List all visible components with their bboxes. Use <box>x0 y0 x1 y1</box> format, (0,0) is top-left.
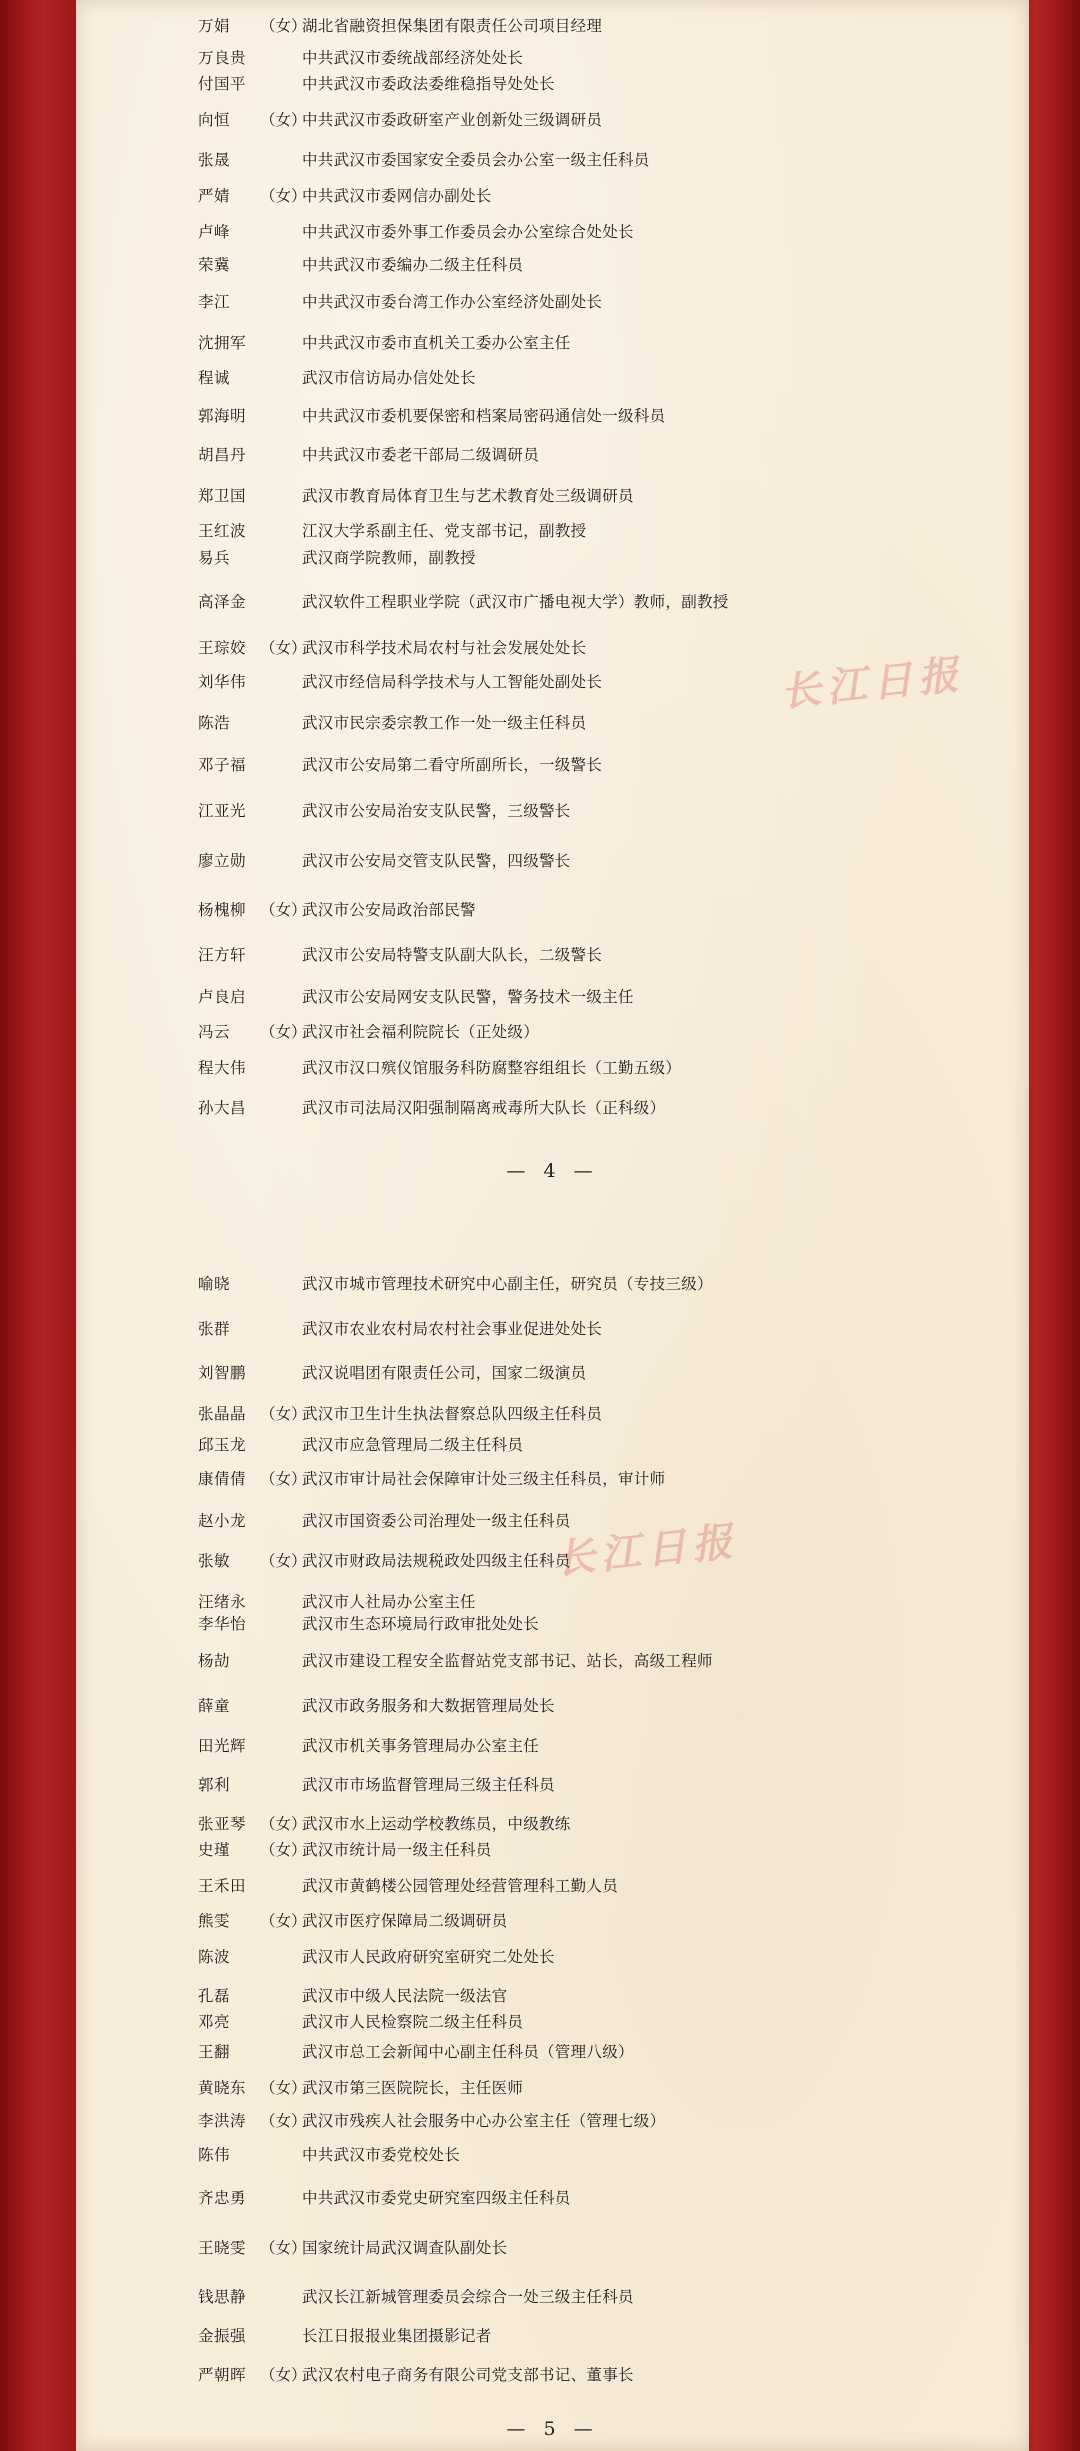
list-item <box>76 1399 1029 1429</box>
job-title: 中共武汉市委网信办副处长 <box>302 187 492 205</box>
person-name: 郭利 <box>198 1776 231 1794</box>
job-title: 湖北省融资担保集团有限责任公司项目经理 <box>302 17 603 35</box>
person-name: 康倩倩 <box>198 1470 247 1488</box>
list-item <box>76 1691 1029 1721</box>
job-title: 武汉市社会福利院院长（正处级） <box>302 1023 540 1041</box>
gender-note: （女） <box>260 187 307 205</box>
list-item <box>76 543 1029 573</box>
list-item <box>76 750 1029 780</box>
list-item <box>76 440 1029 470</box>
job-title: 武汉说唱团有限责任公司，国家二级演员 <box>302 1364 587 1382</box>
list-item <box>76 1017 1029 1047</box>
job-title: 武汉市财政局法规税政处四级主任科员 <box>302 1552 571 1570</box>
person-name: 孙大昌 <box>198 1099 247 1117</box>
person-name: 万娟 <box>198 17 231 35</box>
newspaper-watermark: 长江日报 <box>778 650 967 717</box>
job-title: 武汉市司法局汉阳强制隔离戒毒所大队长（正科级） <box>302 1099 666 1117</box>
job-title: 中共武汉市委党史研究室四级主任科员 <box>302 2189 571 2207</box>
job-title: 武汉市民宗委宗教工作一处一级主任科员 <box>302 714 587 732</box>
list-item <box>76 1609 1029 1639</box>
gender-note: （女） <box>260 111 307 129</box>
list-item <box>76 1871 1029 1901</box>
list-item <box>76 1942 1029 1972</box>
person-name: 黄晓东 <box>198 2079 247 2097</box>
gender-note: （女） <box>260 1405 307 1423</box>
job-title: 中共武汉市委党校处长 <box>302 2146 461 2164</box>
document-paper <box>76 0 1029 2451</box>
job-title: 武汉市公安局交管支队民警，四级警长 <box>302 852 571 870</box>
job-title: 武汉市城市管理技术研究中心副主任，研究员（专技三级） <box>302 1275 713 1293</box>
person-name: 沈拥军 <box>198 334 247 352</box>
job-title: 武汉市政务服务和大数据管理局处长 <box>302 1697 555 1715</box>
list-item <box>76 1314 1029 1344</box>
person-name: 薛童 <box>198 1697 231 1715</box>
person-name: 张亚琴 <box>198 1815 247 1833</box>
gender-note: （女） <box>260 17 307 35</box>
person-name: 汪方轩 <box>198 946 247 964</box>
job-title: 中共武汉市委政法委维稳指导处处长 <box>302 75 555 93</box>
person-name: 金振强 <box>198 2327 247 2345</box>
person-name: 邓亮 <box>198 2013 231 2031</box>
list-item <box>76 667 1029 697</box>
job-title: 武汉市残疾人社会服务中心办公室主任（管理七级） <box>302 2112 666 2130</box>
person-name: 严婧 <box>198 187 231 205</box>
list-item <box>76 1464 1029 1494</box>
job-title: 武汉农村电子商务有限公司党支部书记、董事长 <box>302 2366 634 2384</box>
page-number: — 5 — <box>506 2418 599 2440</box>
list-item <box>76 2073 1029 2103</box>
list-item <box>76 481 1029 511</box>
list-item <box>76 2037 1029 2067</box>
person-name: 王翻 <box>198 2043 231 2061</box>
job-title: 武汉商学院教师，副教授 <box>302 549 476 567</box>
job-title: 武汉市水上运动学校教练员，中级教练 <box>302 1815 571 1833</box>
list-item <box>76 1546 1029 1576</box>
job-title: 武汉市农业农村局农村社会事业促进处处长 <box>302 1320 603 1338</box>
person-name: 付国平 <box>198 75 247 93</box>
job-title: 武汉市人民检察院二级主任科员 <box>302 2013 524 2031</box>
job-title: 武汉市医疗保障局二级调研员 <box>302 1912 508 1930</box>
person-name: 张群 <box>198 1320 231 1338</box>
list-item <box>76 11 1029 41</box>
person-name: 赵小龙 <box>198 1512 247 1530</box>
gender-note: （女） <box>260 1552 307 1570</box>
person-name: 刘华伟 <box>198 673 247 691</box>
person-name: 高泽金 <box>198 593 247 611</box>
person-name: 荣冀 <box>198 256 231 274</box>
document-page-4 <box>76 0 1029 1215</box>
person-name: 汪绪永 <box>198 1593 247 1611</box>
person-name: 易兵 <box>198 549 231 567</box>
list-item <box>76 633 1029 663</box>
job-title: 中共武汉市委政研室产业创新处三级调研员 <box>302 111 603 129</box>
page-number: — 4 — <box>506 1160 599 1182</box>
person-name: 喻晓 <box>198 1275 231 1293</box>
job-title: 武汉市公安局特警支队副大队长，二级警长 <box>302 946 603 964</box>
job-title: 武汉市卫生计生执法督察总队四级主任科员 <box>302 1405 603 1423</box>
list-item <box>76 2233 1029 2263</box>
person-name: 杨槐柳 <box>198 901 247 919</box>
list-item <box>76 1358 1029 1388</box>
job-title: 中共武汉市委老干部局二级调研员 <box>302 446 540 464</box>
job-title: 武汉市科学技术局农村与社会发展处处长 <box>302 639 587 657</box>
job-title: 武汉市黄鹤楼公园管理处经营管理科工勤人员 <box>302 1877 619 1895</box>
person-name: 陈浩 <box>198 714 231 732</box>
list-item <box>76 940 1029 970</box>
person-name: 刘智鹏 <box>198 1364 247 1382</box>
job-title: 武汉市市场监督管理局三级主任科员 <box>302 1776 555 1794</box>
person-name: 张敏 <box>198 1552 231 1570</box>
job-title: 武汉市汉口殡仪馆服务科防腐整容组组长（工勤五级） <box>302 1059 682 1077</box>
list-item <box>76 2360 1029 2390</box>
person-name: 孔磊 <box>198 1987 231 2005</box>
gender-note: （女） <box>260 1815 307 1833</box>
person-name: 卢良启 <box>198 988 247 1006</box>
job-title: 中共武汉市委台湾工作办公室经济处副处长 <box>302 293 603 311</box>
list-item <box>76 1093 1029 1123</box>
job-title: 武汉长江新城管理委员会综合一处三级主任科员 <box>302 2288 634 2306</box>
list-item <box>76 796 1029 826</box>
job-title: 武汉市中级人民法院一级法官 <box>302 1987 508 2005</box>
list-item <box>76 1906 1029 1936</box>
person-name: 冯云 <box>198 1023 231 1041</box>
list-item <box>76 1646 1029 1676</box>
gender-note: （女） <box>260 901 307 919</box>
newspaper-watermark: 长江日报 <box>552 1517 741 1584</box>
job-title: 武汉市人民政府研究室研究二处处长 <box>302 1948 555 1966</box>
list-item <box>76 217 1029 247</box>
person-name: 郭海明 <box>198 407 247 425</box>
gender-note: （女） <box>260 639 307 657</box>
person-name: 邱玉龙 <box>198 1436 247 1454</box>
job-title: 中共武汉市委国家安全委员会办公室一级主任科员 <box>302 151 650 169</box>
list-item <box>76 363 1029 393</box>
list-item <box>76 181 1029 211</box>
list-item <box>76 2007 1029 2037</box>
list-item <box>76 516 1029 546</box>
document-page-5 <box>76 1215 1029 2451</box>
person-name: 钱思静 <box>198 2288 247 2306</box>
person-name: 廖立勋 <box>198 852 247 870</box>
person-name: 张晶晶 <box>198 1405 247 1423</box>
gender-note: （女） <box>260 2079 307 2097</box>
person-name: 万良贵 <box>198 49 247 67</box>
person-name: 江亚光 <box>198 802 247 820</box>
job-title: 中共武汉市委外事工作委员会办公室综合处处长 <box>302 223 634 241</box>
job-title: 中共武汉市委机要保密和档案局密码通信处一级科员 <box>302 407 666 425</box>
gender-note: （女） <box>260 2112 307 2130</box>
gender-note: （女） <box>260 2239 307 2257</box>
list-item <box>76 1430 1029 1460</box>
job-title: 武汉市审计局社会保障审计处三级主任科员，审计师 <box>302 1470 666 1488</box>
list-item <box>76 587 1029 617</box>
job-title: 武汉市应急管理局二级主任科员 <box>302 1436 524 1454</box>
job-title: 武汉市经信局科学技术与人工智能处副处长 <box>302 673 603 691</box>
list-item <box>76 708 1029 738</box>
list-item <box>76 2140 1029 2170</box>
job-title: 国家统计局武汉调查队副处长 <box>302 2239 508 2257</box>
list-item <box>76 1731 1029 1761</box>
gender-note: （女） <box>260 1470 307 1488</box>
gender-note: （女） <box>260 1023 307 1041</box>
job-title: 中共武汉市委市直机关工委办公室主任 <box>302 334 571 352</box>
list-item <box>76 250 1029 280</box>
person-name: 王琮姣 <box>198 639 247 657</box>
person-name: 王晓雯 <box>198 2239 247 2257</box>
person-name: 程大伟 <box>198 1059 247 1077</box>
job-title: 武汉市公安局政治部民警 <box>302 901 476 919</box>
person-name: 李华怡 <box>198 1615 247 1633</box>
person-name: 程诚 <box>198 369 231 387</box>
person-name: 邓子福 <box>198 756 247 774</box>
gender-note: （女） <box>260 1912 307 1930</box>
list-item <box>76 1770 1029 1800</box>
list-item <box>76 105 1029 135</box>
job-title: 武汉软件工程职业学院（武汉市广播电视大学）教师，副教授 <box>302 593 729 611</box>
job-title: 中共武汉市委编办二级主任科员 <box>302 256 524 274</box>
list-item <box>76 401 1029 431</box>
person-name: 王红波 <box>198 522 247 540</box>
person-name: 田光辉 <box>198 1737 247 1755</box>
gender-note: （女） <box>260 2366 307 2384</box>
gender-note: （女） <box>260 1841 307 1859</box>
job-title: 武汉市生态环境局行政审批处处长 <box>302 1615 540 1633</box>
job-title: 武汉市机关事务管理局办公室主任 <box>302 1737 540 1755</box>
job-title: 武汉市总工会新闻中心副主任科员（管理八级） <box>302 2043 634 2061</box>
job-title: 江汉大学系副主任、党支部书记，副教授 <box>302 522 587 540</box>
person-name: 杨劼 <box>198 1652 231 1670</box>
job-title: 武汉市人社局办公室主任 <box>302 1593 476 1611</box>
person-name: 李洪涛 <box>198 2112 247 2130</box>
list-item <box>76 2183 1029 2213</box>
person-name: 熊雯 <box>198 1912 231 1930</box>
list-item <box>76 2106 1029 2136</box>
list-item <box>76 2321 1029 2351</box>
job-title: 武汉市公安局治安支队民警，三级警长 <box>302 802 571 820</box>
list-item <box>76 69 1029 99</box>
list-item <box>76 846 1029 876</box>
job-title: 长江日报报业集团摄影记者 <box>302 2327 492 2345</box>
person-name: 陈伟 <box>198 2146 231 2164</box>
person-name: 郑卫国 <box>198 487 247 505</box>
list-item <box>76 2282 1029 2312</box>
job-title: 武汉市统计局一级主任科员 <box>302 1841 492 1859</box>
person-name: 史瑾 <box>198 1841 231 1859</box>
job-title: 武汉市信访局办信处处长 <box>302 369 476 387</box>
job-title: 武汉市国资委公司治理处一级主任科员 <box>302 1512 571 1530</box>
person-name: 胡昌丹 <box>198 446 247 464</box>
list-item <box>76 1269 1029 1299</box>
list-item <box>76 1506 1029 1536</box>
list-item <box>76 1835 1029 1865</box>
list-item <box>76 328 1029 358</box>
job-title: 武汉市公安局网安支队民警，警务技术一级主任 <box>302 988 634 1006</box>
person-name: 李江 <box>198 293 231 311</box>
person-name: 卢峰 <box>198 223 231 241</box>
list-item <box>76 1053 1029 1083</box>
person-name: 陈波 <box>198 1948 231 1966</box>
person-name: 齐忠勇 <box>198 2189 247 2207</box>
list-item <box>76 895 1029 925</box>
job-title: 武汉市公安局第二看守所副所长，一级警长 <box>302 756 603 774</box>
list-item <box>76 145 1029 175</box>
list-item <box>76 287 1029 317</box>
job-title: 武汉市第三医院院长，主任医师 <box>302 2079 524 2097</box>
list-item <box>76 982 1029 1012</box>
job-title: 武汉市教育局体育卫生与艺术教育处三级调研员 <box>302 487 634 505</box>
person-name: 张晟 <box>198 151 231 169</box>
person-name: 严朝晖 <box>198 2366 247 2384</box>
person-name: 向恒 <box>198 111 231 129</box>
person-name: 王禾田 <box>198 1877 247 1895</box>
job-title: 中共武汉市委统战部经济处处长 <box>302 49 524 67</box>
job-title: 武汉市建设工程安全监督站党支部书记、站长，高级工程师 <box>302 1652 713 1670</box>
